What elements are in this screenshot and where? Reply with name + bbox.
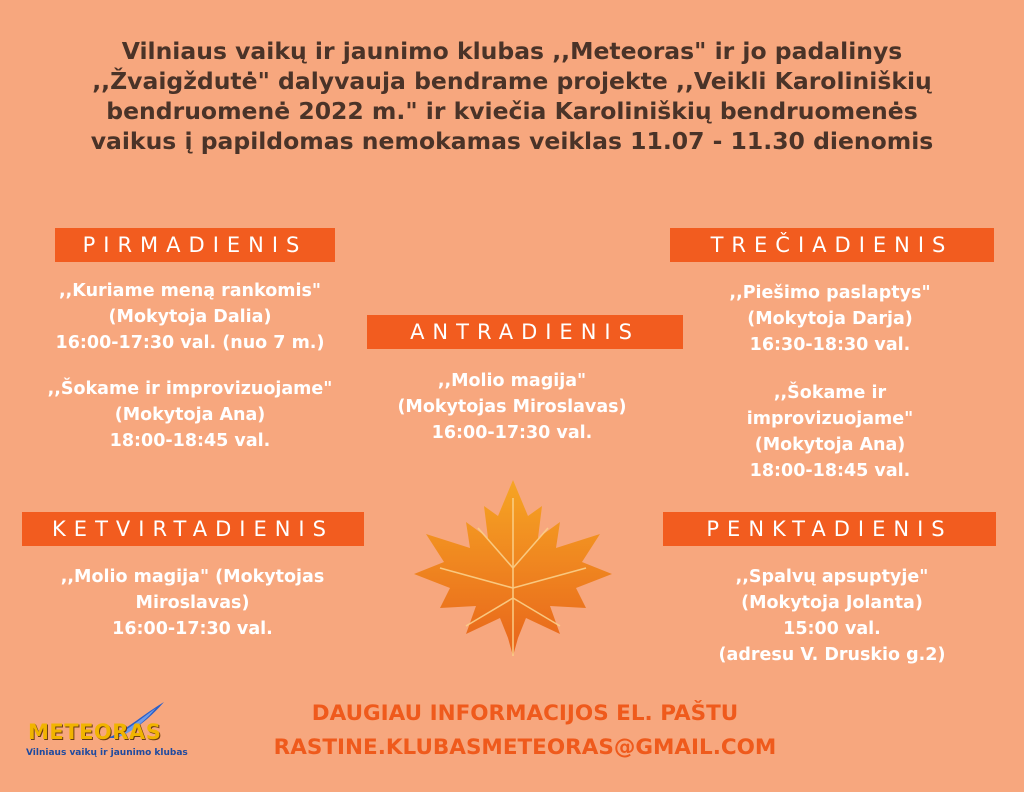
schedule-line: ,,Spalvų apsuptyje" — [735, 567, 929, 587]
page-title — [40, 36, 984, 156]
schedule-line: (Mokytoja Dalia) — [108, 307, 272, 327]
schedule-line: 15:00 val. — [783, 619, 881, 639]
schedule-gap — [660, 358, 1000, 380]
schedule-thursday — [0, 564, 385, 642]
day-label-friday: PENKTADIENIS — [663, 512, 996, 546]
schedule-line: 18:00-18:45 val. — [109, 431, 271, 451]
schedule-line: 16:00-17:30 val. (nuo 7 m.) — [55, 333, 325, 353]
day-label-wednesday: TREČIADIENIS — [670, 228, 994, 262]
schedule-friday — [660, 564, 1004, 668]
schedule-line: ,,Kuriame meną rankomis" — [59, 281, 321, 301]
schedule-line: 16:30-18:30 val. — [749, 335, 911, 355]
schedule-line: ,,Šokame ir — [773, 383, 887, 403]
contact-email[interactable]: RASTINE.KLUBASMETEORAS@GMAIL.COM — [273, 735, 777, 760]
schedule-line: ,,Piešimo paslaptys" — [729, 283, 931, 303]
title-line: bendruomenė 2022 m." ir kviečia Karoliniškių bendruomenės — [106, 97, 918, 125]
schedule-wednesday — [660, 280, 1000, 484]
schedule-line: (Mokytojas Miroslavas) — [397, 397, 627, 417]
logo-subtitle: Vilniaus vaikų ir jaunimo klubas — [26, 748, 188, 758]
schedule-tuesday — [340, 368, 684, 446]
schedule-line: 16:00-17:30 val. — [112, 619, 273, 639]
meteoras-logo — [24, 700, 188, 770]
schedule-gap — [0, 356, 380, 376]
contact-heading: DAUGIAU INFORMACIJOS EL. PAŠTU — [311, 701, 739, 726]
schedule-line: ,,Molio magija" — [437, 371, 587, 391]
schedule-line: (Mokytoja Darja) — [747, 309, 913, 329]
schedule-line: 18:00-18:45 val. — [749, 461, 911, 481]
schedule-line: ,,Šokame ir improvizuojame" — [47, 379, 333, 399]
schedule-line: (adresu V. Druskio g.2) — [718, 645, 946, 665]
schedule-line: (Mokytoja Ana) — [754, 435, 906, 455]
logo-name: METEORAS — [28, 720, 162, 744]
day-label-tuesday: ANTRADIENIS — [367, 315, 683, 349]
schedule-line: 16:00-17:30 val. — [431, 423, 593, 443]
schedule-line: (Mokytoja Ana) — [114, 405, 266, 425]
maple-leaf-icon — [410, 478, 616, 660]
title-line: Vilniaus vaikų ir jaunimo klubas ,,Meteoras" ir jo padalinys — [121, 37, 903, 65]
schedule-line: improvizuojame" — [746, 409, 914, 429]
schedule-monday — [0, 278, 380, 454]
schedule-line: ,,Molio magija" (Mokytojas — [60, 567, 325, 587]
contact-info — [200, 697, 850, 765]
schedule-line: (Mokytoja Jolanta) — [741, 593, 923, 613]
day-label-thursday: KETVIRTADIENIS — [22, 512, 364, 546]
schedule-line: Miroslavas) — [135, 593, 250, 613]
day-label-monday: PIRMADIENIS — [55, 228, 335, 262]
title-line: vaikus į papildomas nemokamas veiklas 11.07 - 11.30 dienomis — [90, 127, 934, 155]
title-line: ,,Žvaigždutė" dalyvauja bendrame projekte ,,Veikli Karoliniškių — [92, 67, 932, 95]
